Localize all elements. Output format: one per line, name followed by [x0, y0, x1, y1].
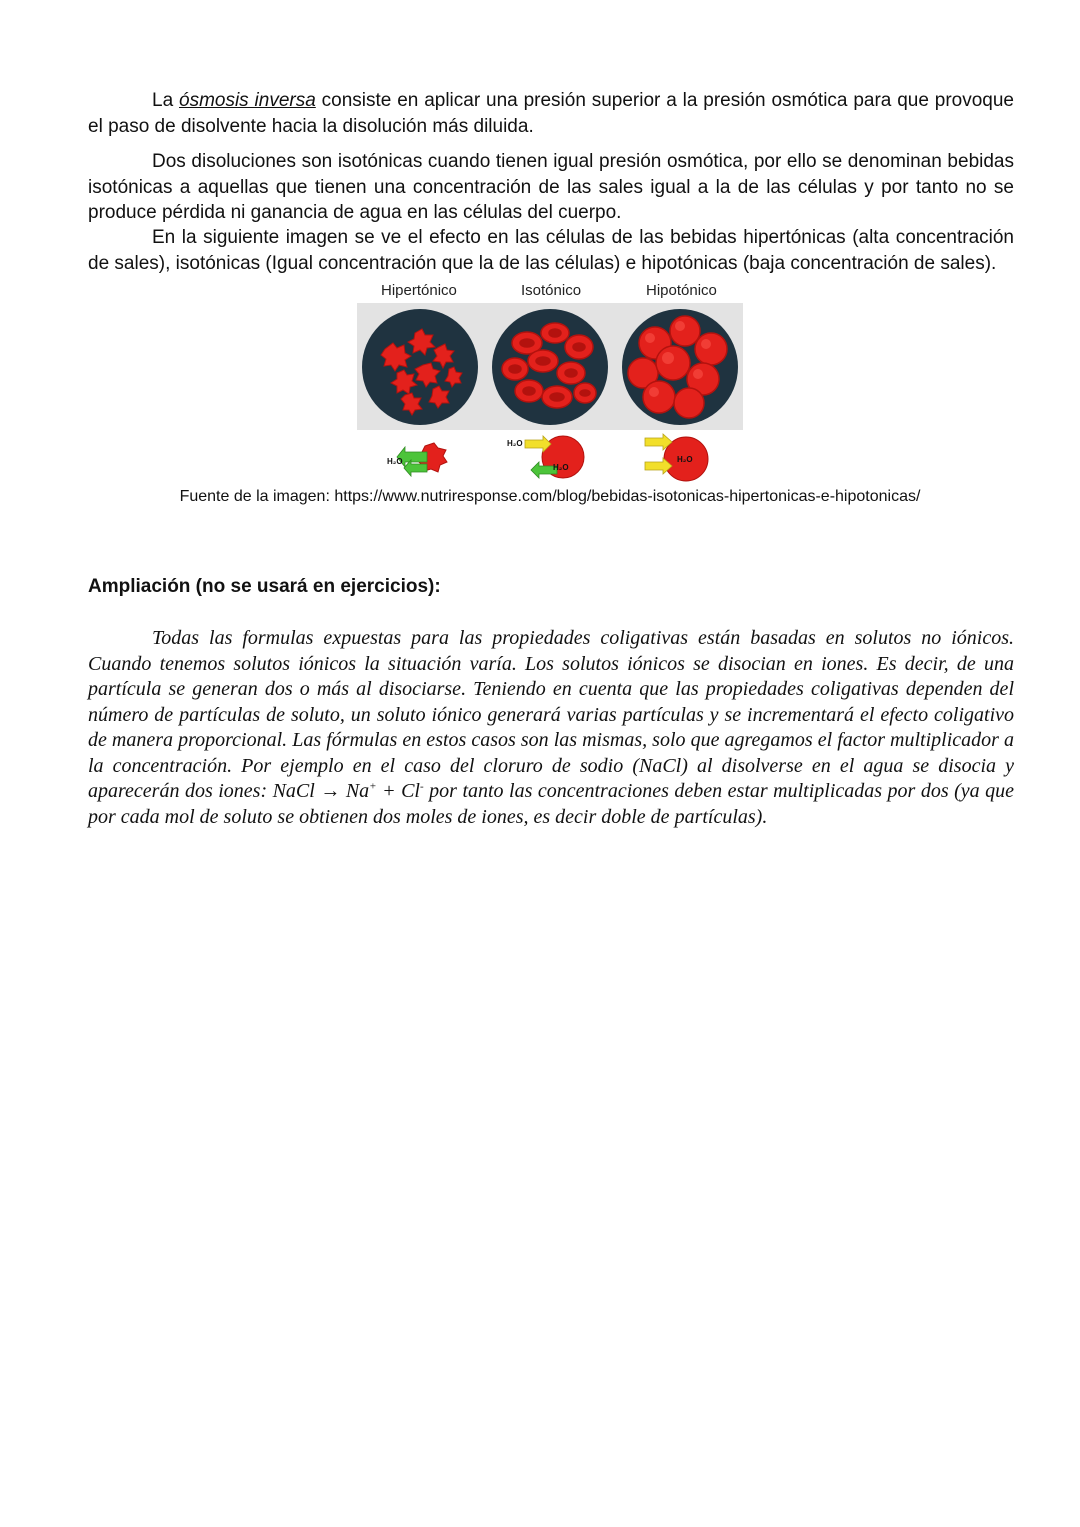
paragraph-ionic-solutes	[88, 626, 1014, 830]
section-heading-ampliacion: Ampliación (no se usará en ejercicios):	[88, 576, 441, 597]
paragraph-reverse-osmosis	[88, 88, 1014, 139]
label-hipotonico: Hipotónico	[646, 282, 717, 299]
formula-plus: +	[376, 780, 402, 802]
hypotonic-dish	[622, 309, 738, 425]
term-osmosis-inversa: ósmosis inversa	[179, 90, 316, 111]
formula-na-charge: +	[369, 780, 377, 793]
hypotonic-water-flow	[645, 434, 708, 481]
formula-nacl: NaCl	[272, 780, 315, 802]
ext-part1: Todas las formulas expuestas para las propiedades coligativas están basadas en solutos no iónicos. Cuando tenemos solutos iónicos la situación varía. Los solutos iónicos se disocian en iones. Es decir, de una partícula se generan dos o más al disociarse. Teniendo en cuenta que las propiedades coligativas dependen del número de partículas de soluto, un soluto iónico generará varias partículas y se incrementará el efecto coligativo de manera proporcional. Las fórmulas en estos casos son las mismas, solo que agregamos el factor multiplicador a la concentración. Por ejemplo en el caso del cloruro de sodio (NaCl) al disolverse en el agua se disocia y aparecerán dos iones:	[88, 627, 1014, 802]
water-label-hypo: H₂O	[677, 455, 693, 464]
water-flow-diagram	[357, 432, 743, 488]
formula-na: Na	[345, 780, 370, 802]
p1-lead: La	[152, 90, 179, 111]
isotonic-water-flow	[507, 436, 584, 478]
label-isotonico: Isotónico	[521, 282, 582, 299]
label-hipertonico: Hipertónico	[381, 282, 457, 299]
image-source-caption: Fuente de la imagen: https://www.nutriresponse.com/blog/bebidas-isotonicas-hipertonicas-e-hipotonicas/	[179, 488, 921, 505]
paragraph-isotonic: Dos disoluciones son isotónicas cuando tienen igual presión osmótica, por ello se denominan bebidas isotónicas a aquellas que tienen una concentración de las sales igual a la de las células y por tanto no se produce pérdida ni ganancia de agua en las células del cuerpo.	[88, 151, 1014, 223]
formula-cl: Cl	[401, 780, 420, 802]
red-blood-cells-figure	[357, 303, 743, 430]
paragraph-image-intro: En la siguiente imagen se ve el efecto en las células de las bebidas hipertónicas (alta concentración de sales), isotónicas (Igual concentración que la de las células) e hipotónicas (baja concentración de sales).	[88, 227, 1014, 274]
water-label-hyper: H₂O	[387, 457, 403, 466]
water-label-iso-inside: H₂O	[553, 463, 569, 472]
hypertonic-dish	[362, 309, 478, 425]
formula-arrow: →	[314, 780, 346, 802]
hypertonic-water-flow	[387, 443, 447, 476]
figure-labels	[0, 282, 1080, 304]
isotonic-dish	[492, 309, 608, 425]
ext-part2: por tanto las concentraciones deben estar multiplicadas por dos (ya que por cada mol de soluto se obtienen dos moles de iones, es decir doble de partículas).	[88, 780, 1014, 828]
p1-rest: consiste en aplicar una presión superior a la presión osmótica para que provoque el paso de disolvente hacia la disolución más diluida.	[88, 90, 1015, 137]
formula-cl-charge: -	[420, 780, 424, 793]
water-label-iso-outside: H₂O	[507, 439, 523, 448]
